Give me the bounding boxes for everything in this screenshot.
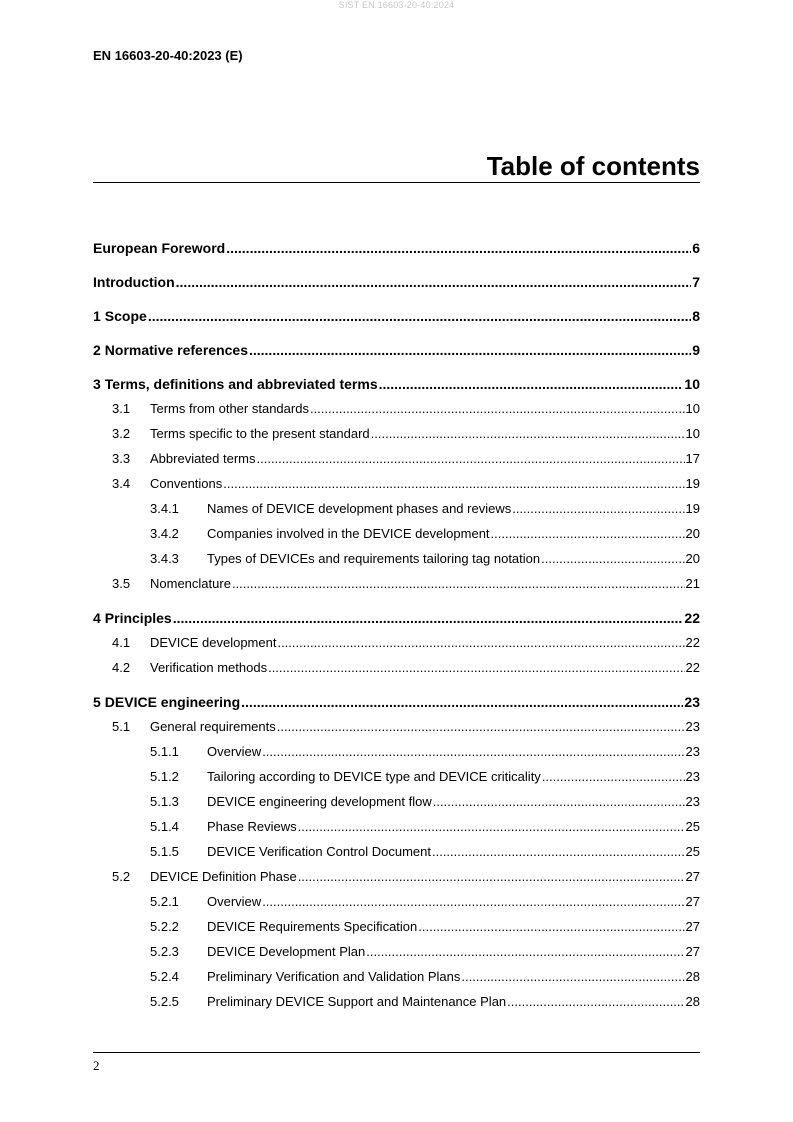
toc-entry-number: 1 bbox=[93, 308, 101, 324]
toc-dot-leader bbox=[541, 546, 684, 571]
toc-entry[interactable] bbox=[93, 606, 700, 630]
toc-entry-number: 4.1 bbox=[112, 635, 131, 650]
toc-dot-leader bbox=[173, 606, 684, 630]
toc-entry-number: 3.4.3 bbox=[150, 551, 179, 566]
toc-entry-page: 10 bbox=[685, 426, 700, 441]
toc-dot-leader bbox=[433, 789, 685, 814]
toc-entry-title: DEVICE Requirements Specification bbox=[207, 919, 418, 934]
toc-entry-number: 5.1.1 bbox=[150, 744, 179, 759]
toc-entry-number: 4 bbox=[93, 610, 101, 626]
footer-divider bbox=[93, 1052, 700, 1053]
toc-entry-page: 27 bbox=[685, 894, 700, 909]
toc-entry-page: 27 bbox=[685, 869, 700, 884]
toc-entry-page: 17 bbox=[685, 451, 700, 466]
page-title: Table of contents bbox=[93, 150, 700, 183]
toc-dot-leader bbox=[268, 655, 684, 680]
toc-entry-page: 19 bbox=[685, 476, 700, 491]
toc-entry-title: Abbreviated terms bbox=[150, 451, 256, 466]
toc-entry-page: 21 bbox=[685, 576, 700, 591]
table-of-contents bbox=[93, 236, 700, 1014]
toc-entry-number: 3.4.1 bbox=[150, 501, 179, 516]
toc-dot-leader bbox=[432, 839, 685, 864]
toc-entry-number: 3.5 bbox=[112, 576, 131, 591]
toc-entry[interactable] bbox=[93, 236, 700, 260]
toc-entry-number: 3.3 bbox=[112, 451, 131, 466]
toc-entry[interactable] bbox=[93, 789, 700, 814]
toc-entry-page: 23 bbox=[685, 769, 700, 784]
toc-entry-number: 5.2 bbox=[112, 869, 131, 884]
toc-entry[interactable] bbox=[93, 964, 700, 989]
toc-entry-title: Types of DEVICEs and requirements tailoring tag notation bbox=[207, 551, 541, 566]
toc-entry-title: Preliminary DEVICE Support and Maintenance Plan bbox=[207, 994, 507, 1009]
toc-entry[interactable] bbox=[93, 304, 700, 328]
toc-dot-leader bbox=[310, 396, 685, 421]
toc-entry-page: 28 bbox=[685, 969, 700, 984]
toc-entry[interactable] bbox=[93, 739, 700, 764]
toc-entry-title: European Foreword bbox=[93, 240, 226, 256]
toc-entry-title: DEVICE development bbox=[150, 635, 277, 650]
toc-entry-number: 5.2.2 bbox=[150, 919, 179, 934]
toc-entry-title: Verification methods bbox=[150, 660, 268, 675]
toc-entry-number: 5.1.4 bbox=[150, 819, 179, 834]
toc-entry[interactable] bbox=[93, 864, 700, 889]
toc-entry-title: Terms specific to the present standard bbox=[150, 426, 370, 441]
toc-entry-title: DEVICE Definition Phase bbox=[150, 869, 297, 884]
toc-entry-page: 27 bbox=[685, 944, 700, 959]
toc-dot-leader bbox=[223, 471, 684, 496]
toc-entry-title: Principles bbox=[104, 610, 172, 626]
toc-dot-leader bbox=[298, 864, 685, 889]
toc-dot-leader bbox=[176, 270, 692, 294]
toc-entry-title: DEVICE Development Plan bbox=[207, 944, 366, 959]
toc-entry-page: 25 bbox=[685, 844, 700, 859]
toc-entry-title: Tailoring according to DEVICE type and DEVICE criticality bbox=[207, 769, 541, 784]
toc-entry[interactable] bbox=[93, 496, 700, 521]
toc-entry-number: 5.1.2 bbox=[150, 769, 179, 784]
toc-entry-number: 5.2.1 bbox=[150, 894, 179, 909]
toc-entry[interactable] bbox=[93, 714, 700, 739]
toc-dot-leader bbox=[262, 889, 684, 914]
page-number: 2 bbox=[93, 1058, 100, 1073]
toc-entry-page: 20 bbox=[685, 526, 700, 541]
toc-entry-title: Conventions bbox=[150, 476, 223, 491]
toc-entry-title: Overview bbox=[207, 894, 262, 909]
toc-entry-title: Names of DEVICE development phases and reviews bbox=[207, 501, 512, 516]
toc-entry[interactable] bbox=[93, 372, 700, 396]
toc-entry-page: 8 bbox=[692, 308, 700, 324]
toc-entry-page: 9 bbox=[692, 342, 700, 358]
toc-entry[interactable] bbox=[93, 839, 700, 864]
toc-dot-leader bbox=[461, 964, 684, 989]
toc-entry-page: 23 bbox=[685, 744, 700, 759]
toc-entry-title: DEVICE Verification Control Document bbox=[207, 844, 431, 859]
toc-dot-leader bbox=[249, 338, 691, 362]
toc-entry-page: 10 bbox=[685, 401, 700, 416]
toc-entry-title: DEVICE engineering bbox=[104, 694, 241, 710]
toc-entry-title: Nomenclature bbox=[150, 576, 231, 591]
toc-entry-number: 3.4.2 bbox=[150, 526, 179, 541]
toc-entry[interactable] bbox=[93, 571, 700, 596]
toc-entry-page: 7 bbox=[692, 274, 700, 290]
toc-entry[interactable] bbox=[93, 521, 700, 546]
toc-dot-leader bbox=[232, 571, 685, 596]
toc-entry[interactable] bbox=[93, 939, 700, 964]
toc-entry-number: 5.2.4 bbox=[150, 969, 179, 984]
document-id: EN 16603-20-40:2023 (E) bbox=[93, 48, 243, 63]
toc-entry[interactable] bbox=[93, 889, 700, 914]
toc-dot-leader bbox=[512, 496, 684, 521]
toc-dot-leader bbox=[507, 989, 684, 1014]
toc-entry[interactable] bbox=[93, 546, 700, 571]
toc-dot-leader bbox=[366, 939, 684, 964]
toc-entry-title: Terms, definitions and abbreviated terms bbox=[104, 376, 378, 392]
toc-dot-leader bbox=[262, 739, 684, 764]
toc-dot-leader bbox=[371, 421, 685, 446]
toc-entry[interactable] bbox=[93, 989, 700, 1014]
toc-dot-leader bbox=[257, 446, 685, 471]
toc-entry-title: Scope bbox=[104, 308, 147, 324]
toc-entry-page: 28 bbox=[685, 994, 700, 1009]
toc-entry-page: 23 bbox=[684, 694, 700, 710]
toc-entry-page: 20 bbox=[685, 551, 700, 566]
toc-entry-title: Terms from other standards bbox=[150, 401, 309, 416]
toc-entry[interactable] bbox=[93, 396, 700, 421]
toc-entry[interactable] bbox=[93, 270, 700, 294]
toc-entry-number: 3.4 bbox=[112, 476, 131, 491]
toc-entry[interactable] bbox=[93, 471, 700, 496]
toc-entry-page: 27 bbox=[685, 919, 700, 934]
toc-entry-title: DEVICE engineering development flow bbox=[207, 794, 432, 809]
toc-entry[interactable] bbox=[93, 446, 700, 471]
toc-entry[interactable] bbox=[93, 630, 700, 655]
toc-entry[interactable] bbox=[93, 690, 700, 714]
toc-entry-title: Companies involved in the DEVICE development bbox=[207, 526, 490, 541]
toc-entry-number: 5 bbox=[93, 694, 101, 710]
toc-entry[interactable] bbox=[93, 914, 700, 939]
toc-entry-page: 22 bbox=[685, 660, 700, 675]
toc-entry-number: 2 bbox=[93, 342, 101, 358]
toc-entry-number: 5.2.5 bbox=[150, 994, 179, 1009]
toc-dot-leader bbox=[418, 914, 684, 939]
toc-entry-page: 25 bbox=[685, 819, 700, 834]
toc-entry-title: Normative references bbox=[104, 342, 248, 358]
toc-entry-page: 22 bbox=[685, 635, 700, 650]
toc-entry-number: 4.2 bbox=[112, 660, 131, 675]
toc-entry-page: 19 bbox=[685, 501, 700, 516]
toc-entry-title: Introduction bbox=[93, 274, 175, 290]
toc-entry-page: 6 bbox=[692, 240, 700, 256]
toc-entry-title: Preliminary Verification and Validation Plans bbox=[207, 969, 461, 984]
toc-dot-leader bbox=[542, 764, 685, 789]
toc-dot-leader bbox=[277, 630, 684, 655]
toc-dot-leader bbox=[277, 714, 685, 739]
toc-entry[interactable] bbox=[93, 764, 700, 789]
toc-dot-leader bbox=[241, 690, 683, 714]
toc-entry-number: 3 bbox=[93, 376, 101, 392]
toc-entry-title: Phase Reviews bbox=[207, 819, 297, 834]
toc-entry[interactable] bbox=[93, 655, 700, 680]
toc-entry-page: 22 bbox=[684, 610, 700, 626]
toc-entry-number: 5.1.3 bbox=[150, 794, 179, 809]
toc-entry-number: 5.1.5 bbox=[150, 844, 179, 859]
toc-entry-page: 23 bbox=[685, 719, 700, 734]
toc-entry[interactable] bbox=[93, 421, 700, 446]
toc-entry-number: 3.2 bbox=[112, 426, 131, 441]
watermark: SIST EN 16603-20-40:2024 bbox=[338, 0, 455, 10]
toc-entry[interactable] bbox=[93, 338, 700, 362]
toc-dot-leader bbox=[491, 521, 685, 546]
toc-entry-number: 3.1 bbox=[112, 401, 131, 416]
toc-dot-leader bbox=[148, 304, 691, 328]
toc-entry-title: General requirements bbox=[150, 719, 276, 734]
toc-entry-number: 5.1 bbox=[112, 719, 131, 734]
toc-entry-title: Overview bbox=[207, 744, 262, 759]
toc-entry-page: 23 bbox=[685, 794, 700, 809]
toc-entry-number: 5.2.3 bbox=[150, 944, 179, 959]
toc-entry[interactable] bbox=[93, 814, 700, 839]
toc-dot-leader bbox=[379, 372, 684, 396]
toc-dot-leader bbox=[298, 814, 685, 839]
toc-entry-page: 10 bbox=[684, 376, 700, 392]
toc-dot-leader bbox=[226, 236, 691, 260]
